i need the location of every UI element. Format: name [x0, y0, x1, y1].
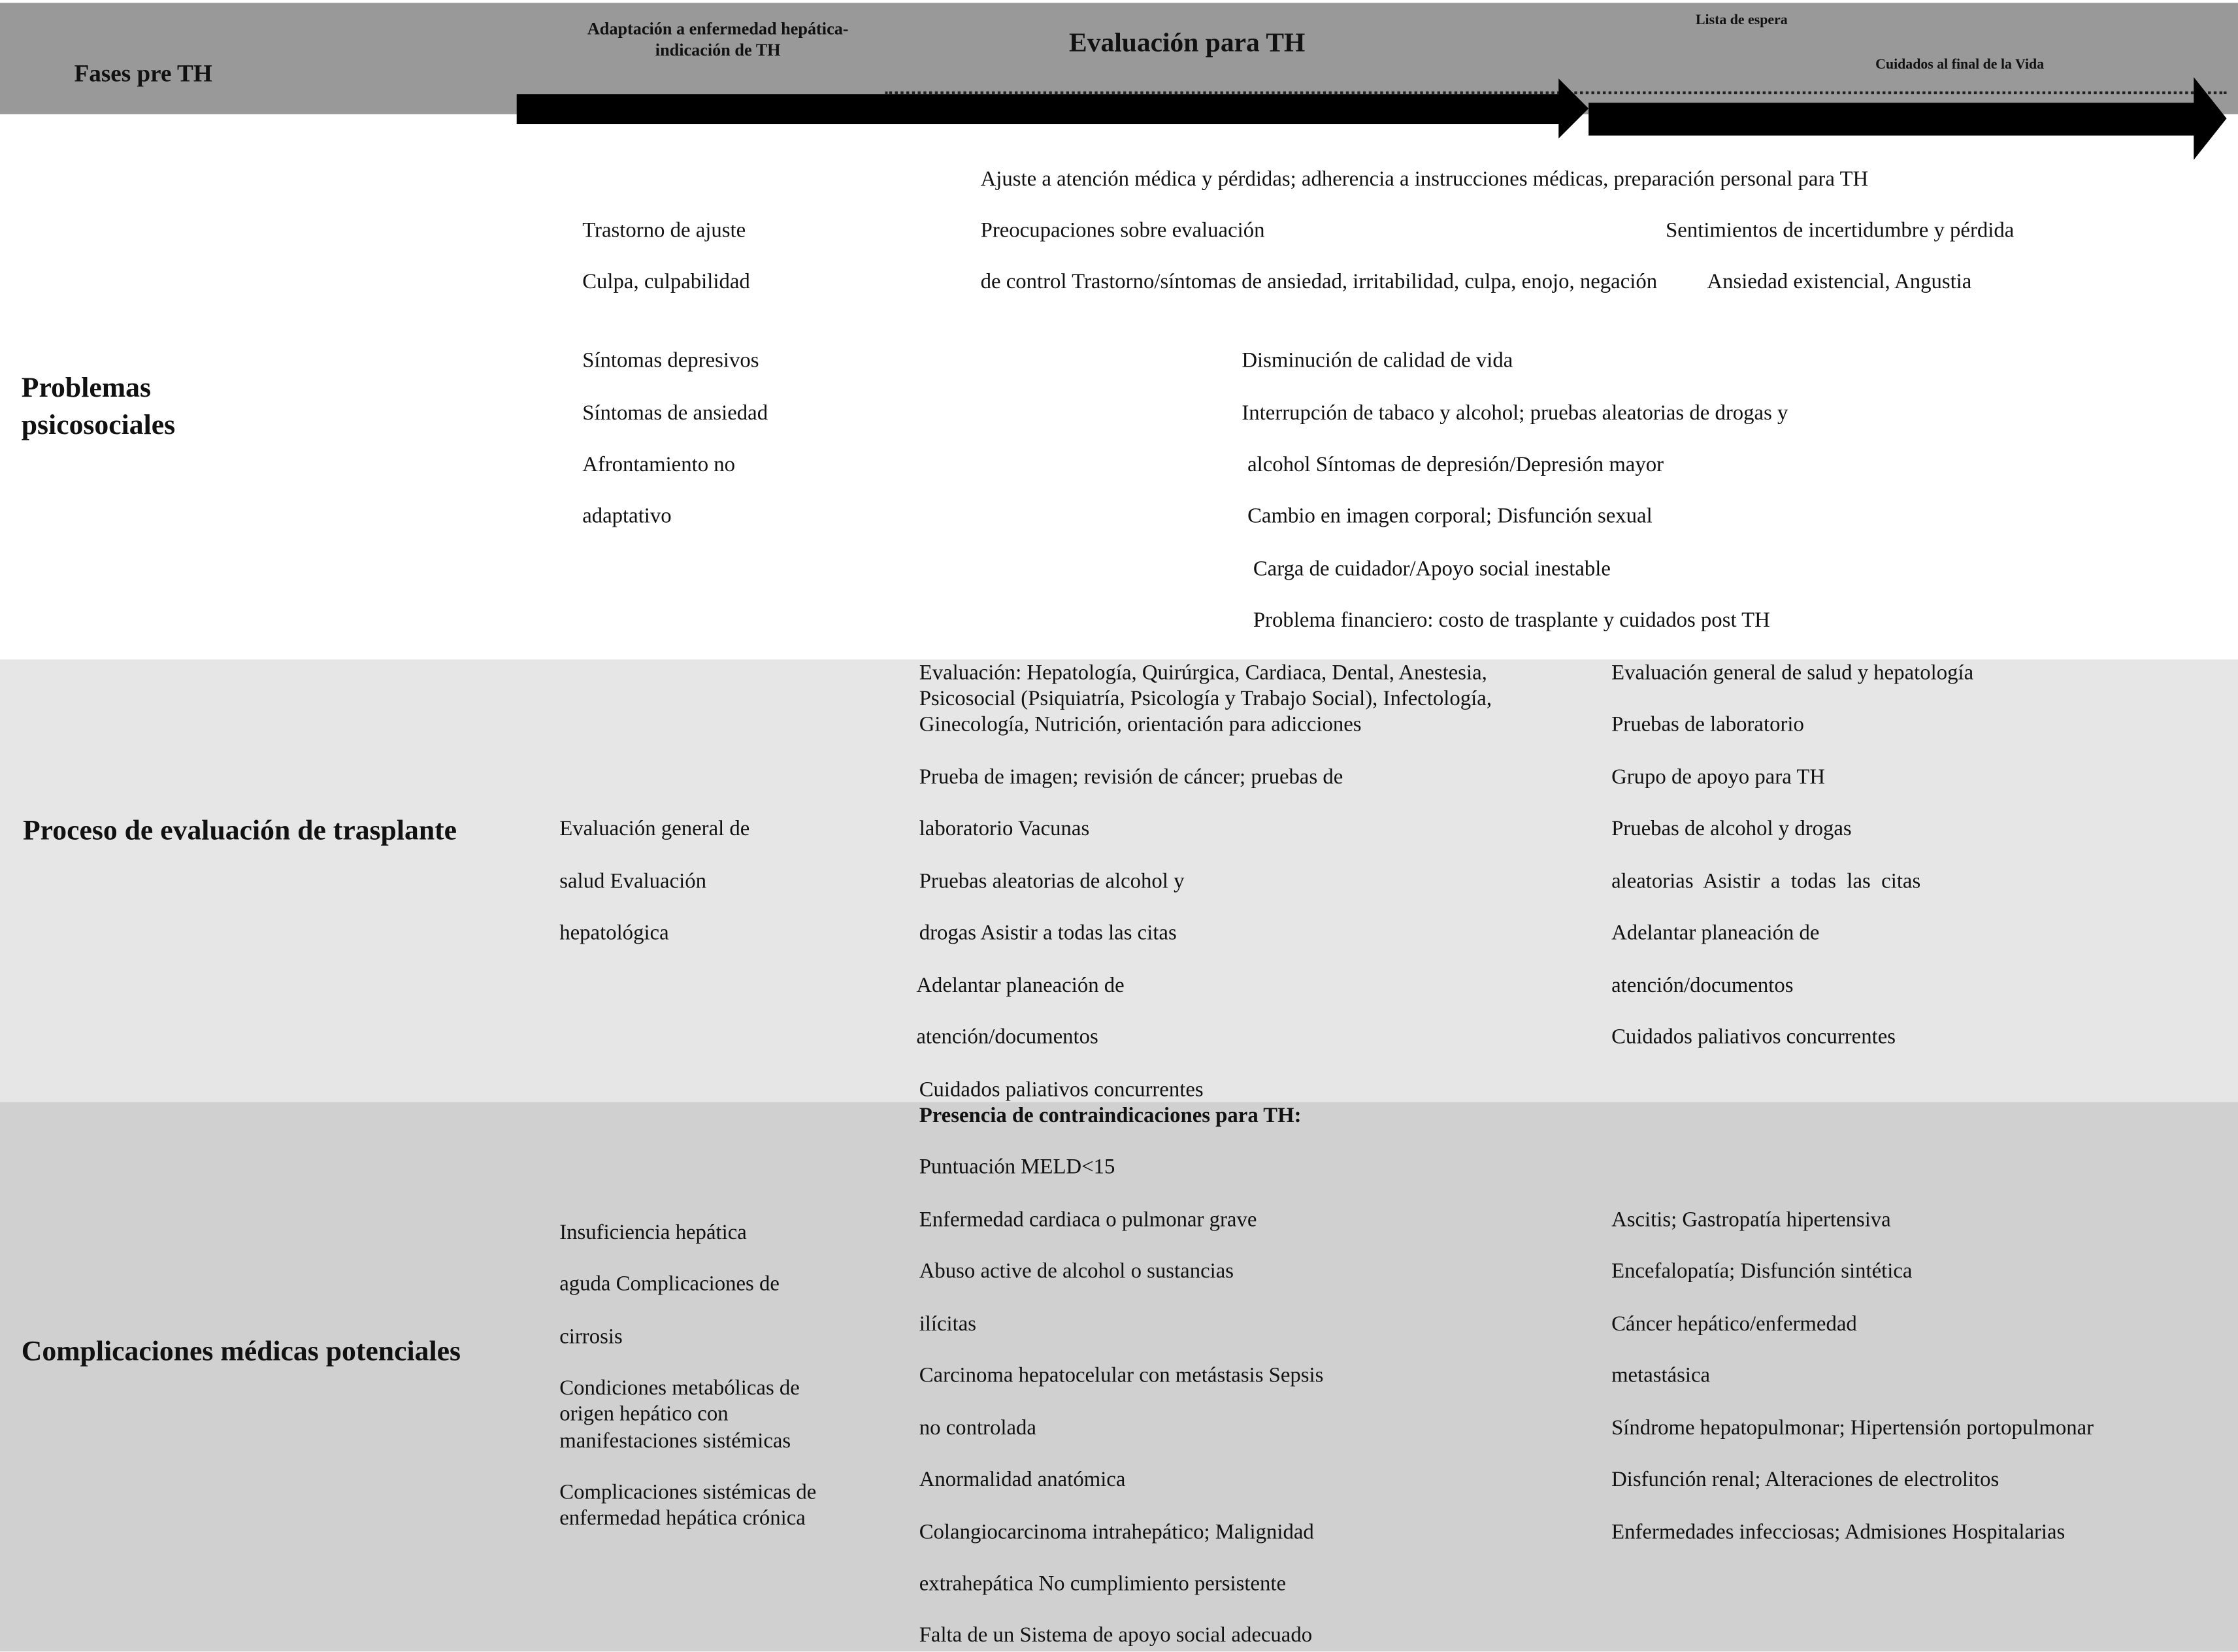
list-item: Preocupaciones sobre evaluación [980, 220, 1265, 243]
list-item: extrahepática No cumplimiento persistente [919, 1573, 1287, 1596]
list-item: alcohol Síntomas de depresión/Depresión mayor [1247, 454, 1664, 477]
list-item: Ajuste a atención médica y pérdidas; adherencia a instrucciones médicas, preparación personal para TH [980, 168, 1869, 191]
list-item: Síntomas de ansiedad [582, 402, 768, 425]
arrow-evaluation-head [1558, 78, 1588, 139]
list-item: Psicosocial (Psiquiatría, Psicología y Trabajo Social), Infectología, [919, 687, 1492, 711]
list-item: Síntomas depresivos [582, 350, 759, 373]
list-item: aleatorias Asistir a todas las citas [1611, 870, 1921, 894]
list-item: Afrontamiento no [582, 454, 736, 477]
arrow-evaluation-body [517, 94, 1560, 124]
arrow-waitlist-body [1588, 103, 2195, 135]
list-item: Puntuación MELD<15 [919, 1156, 1115, 1180]
list-item: Enfermedades infecciosas; Admisiones Hospitalarias [1611, 1521, 2065, 1545]
list-item: Evaluación general de salud y hepatología [1611, 662, 1974, 686]
phase-adaptation-line1: Adaptación a enfermedad hepática- [587, 18, 849, 39]
list-item: Abuso active de alcohol o sustancias [919, 1260, 1234, 1283]
list-item: adaptativo [582, 505, 672, 529]
list-item: origen hepático con [559, 1403, 729, 1427]
list-item: atención/documentos [916, 1026, 1098, 1049]
list-item: Pruebas de alcohol y drogas [1611, 818, 1852, 841]
list-item: manifestaciones sistémicas [559, 1430, 791, 1453]
list-item: laboratorio Vacunas [919, 818, 1090, 841]
list-item: Síndrome hepatopulmonar; Hipertensión portopulmonar [1611, 1417, 2094, 1440]
list-item: Adelantar planeación de [1611, 922, 1820, 946]
list-item: no controlada [919, 1417, 1036, 1440]
list-item: hepatológica [559, 922, 669, 946]
list-item: Evaluación general de [559, 818, 750, 841]
list-item: Disfunción renal; Alteraciones de electrolitos [1611, 1468, 1999, 1492]
section-label-psychosocial [22, 370, 175, 444]
list-item: Ascitis; Gastropatía hipertensiva [1611, 1209, 1891, 1232]
contraindications-title: Presencia de contraindicaciones para TH: [919, 1104, 1302, 1128]
list-item: Complicaciones sistémicas de [559, 1481, 817, 1505]
list-item: Interrupción de tabaco y alcohol; pruebas aleatorias de drogas y [1242, 402, 1788, 425]
list-item: Carga de cuidador/Apoyo social inestable [1253, 558, 1611, 582]
phases-label: Fases pre TH [74, 59, 212, 88]
list-item: drogas Asistir a todas las citas [919, 922, 1177, 946]
list-item: Problema financiero: costo de trasplante y cuidados post TH [1253, 609, 1770, 633]
list-item: Disminución de calidad de vida [1242, 350, 1513, 373]
list-item: ilícitas [919, 1313, 977, 1336]
list-item: Cambio en imagen corporal; Disfunción sexual [1247, 505, 1653, 529]
list-item: Culpa, culpabilidad [582, 271, 750, 294]
list-item: cirrosis [559, 1326, 623, 1349]
list-item: Carcinoma hepatocelular con metástasis Sepsis [919, 1364, 1324, 1388]
list-item: Enfermedad cardiaca o pulmonar grave [919, 1209, 1257, 1232]
list-item: Cáncer hepático/enfermedad [1611, 1313, 1857, 1336]
phase-evaluation: Evaluación para TH [1069, 28, 1306, 59]
arrow-waitlist-head [2194, 77, 2226, 160]
list-item: salud Evaluación [559, 870, 706, 894]
phase-end-of-life: Cuidados al final de la Vida [1875, 57, 2045, 73]
list-item: Grupo de apoyo para TH [1611, 766, 1826, 789]
list-item: Cuidados paliativos concurrentes [1611, 1026, 1896, 1049]
list-item: Cuidados paliativos concurrentes [919, 1079, 1204, 1102]
section-label-evaluation-process: Proceso de evaluación de trasplante [22, 815, 457, 847]
list-item: atención/documentos [1611, 974, 1794, 998]
list-item: Trastorno de ajuste [582, 220, 746, 243]
list-item: Adelantar planeación de [916, 974, 1125, 998]
list-item: Prueba de imagen; revisión de cáncer; pruebas de [919, 766, 1343, 789]
list-item: aguda Complicaciones de [559, 1273, 780, 1297]
list-item: Condiciones metabólicas de [559, 1377, 800, 1400]
list-item: Pruebas de laboratorio [1611, 714, 1804, 737]
list-item: Ansiedad existencial, Angustia [1707, 271, 1972, 294]
list-item: de control Trastorno/síntomas de ansiedad, irritabilidad, culpa, enojo, negación [980, 271, 1658, 294]
list-item: enfermedad hepática crónica [559, 1507, 806, 1530]
section-label-complications: Complicaciones médicas potenciales [21, 1336, 461, 1368]
label-line: psicosociales [21, 409, 176, 441]
list-item: Sentimientos de incertidumbre y pérdida [1666, 220, 2015, 243]
list-item: Evaluación: Hepatología, Quirúrgica, Cardiaca, Dental, Anestesia, [919, 662, 1487, 686]
list-item: Falta de un Sistema de apoyo social adecuado [919, 1624, 1313, 1647]
list-item: Insuficiencia hepática [559, 1221, 747, 1245]
list-item: Encefalopatía; Disfunción sintética [1611, 1260, 1913, 1283]
list-item: metastásica [1611, 1364, 1711, 1388]
phase-adaptation-line2: indicación de TH [655, 40, 781, 60]
label-line: Problemas [21, 372, 151, 405]
list-item: Ginecología, Nutrición, orientación para adicciones [919, 714, 1362, 737]
phase-waitlist: Lista de espera [1695, 12, 1788, 29]
list-item: Colangiocarcinoma intrahepático; Malignidad [919, 1521, 1314, 1545]
list-item: Anormalidad anatómica [919, 1468, 1126, 1492]
list-item: Pruebas aleatorias de alcohol y [919, 870, 1185, 894]
